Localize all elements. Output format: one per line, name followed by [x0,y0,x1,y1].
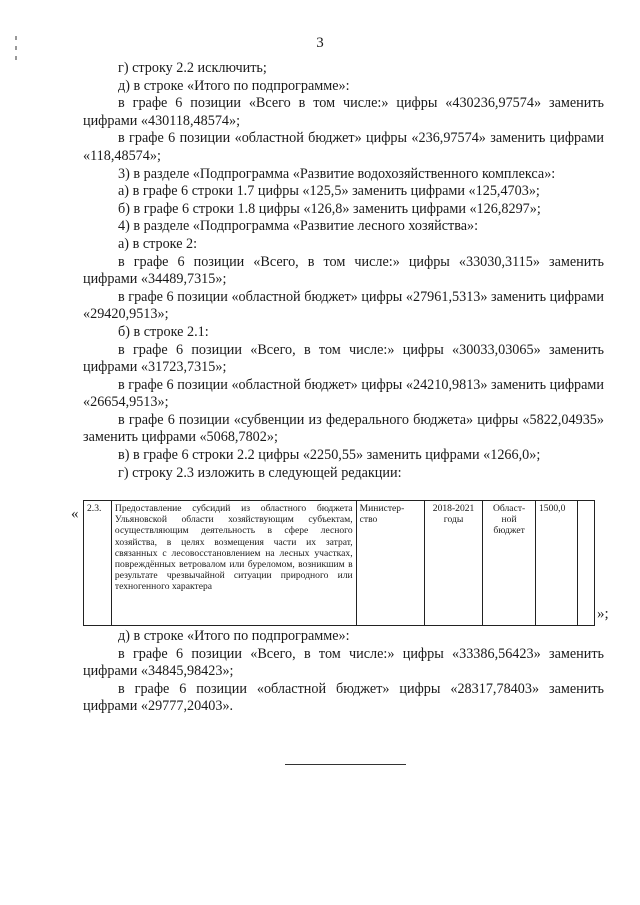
paragraph: д) в строке «Итого по подпрограмме»: [118,77,350,94]
paragraph: в графе 6 позиции «субвенции из федерального бюджета» цифры «5822,04935» заменить цифрами «5068,7802»; [83,411,604,446]
opening-quote: « [71,506,79,522]
empty-cell [577,501,594,626]
document-body-top [83,60,604,482]
paragraph: а) в графе 6 строки 1.7 цифры «125,5» заменить цифрами «125,4703»; [118,183,540,200]
measure-description-cell: Предоставление субсидий из областного бюджета Ульяновской области хозяйствующим субъектам, осуществляющим деятельность в сфере лесного хозяйства, в целях возмещения части их затрат, связанных с лесовосстановлением на лесных участках, повреждённых ветровалом или буреломом, возникшим в результате чрезвычайной ситуации природного или техногенного характера [111,501,356,626]
amendment-table [83,500,595,626]
row-number-cell: 2.3. [84,501,112,626]
paragraph: 4) в разделе «Подпрограмма «Развитие лесного хозяйства»: [118,218,479,235]
paragraph: б) в строке 2.1: [118,323,209,340]
amount-cell: 1500,0 [535,501,577,626]
paragraph: б) в графе 6 строки 1.8 цифры «126,8» заменить цифрами «126,8297»; [118,200,541,217]
executor-cell: Министер-ство [356,501,424,626]
document-body-bottom [83,628,604,716]
paragraph: в графе 6 позиции «областной бюджет» цифры «27961,5313» заменить цифрами «29420,9513»; [83,288,604,323]
paragraph: в графе 6 позиции «Всего, в том числе:» цифры «30033,03065» заменить цифрами «31723,7315»; [83,341,604,376]
paragraph: в) в графе 6 строки 2.2 цифры «2250,55» заменить цифрами «1266,0»; [118,447,541,464]
paragraph: в графе 6 позиции «областной бюджет» цифры «236,97574» заменить цифрами «118,48574»; [83,130,604,164]
paragraph: в графе 6 позиции «Всего в том числе:» цифры «430236,97574» заменить цифрами «430118,48574»; [83,95,604,129]
paragraph: д) в строке «Итого по подпрограмме»: [118,628,350,644]
period-cell: 2018-2021 годы [424,501,482,626]
funding-source-cell: Област-ной бюджет [483,501,536,626]
paragraph: 3) в разделе «Подпрограмма «Развитие водохозяйственного комплекса»: [118,165,556,182]
paragraph: в графе 6 позиции «областной бюджет» цифры «28317,78403» заменить цифрами «29777,20403». [83,680,604,715]
page-number: 3 [316,35,324,51]
paragraph: а) в строке 2: [118,235,198,252]
binding-mark [15,56,17,60]
paragraph: в графе 6 позиции «областной бюджет» цифры «24210,9813» заменить цифрами «26654,9513»; [83,376,604,411]
closing-quote: »; [597,606,609,622]
signature-line [285,764,406,765]
paragraph: в графе 6 позиции «Всего, в том числе:» цифры «33386,56423» заменить цифрами «34845,98423»; [83,645,604,680]
paragraph: в графе 6 позиции «Всего, в том числе:» цифры «33030,3115» заменить цифрами «34489,7315»; [83,253,604,288]
paragraph: г) строку 2.3 изложить в следующей редакции: [118,464,402,481]
paragraph: г) строку 2.2 исключить; [118,60,267,76]
table-row [84,501,595,626]
